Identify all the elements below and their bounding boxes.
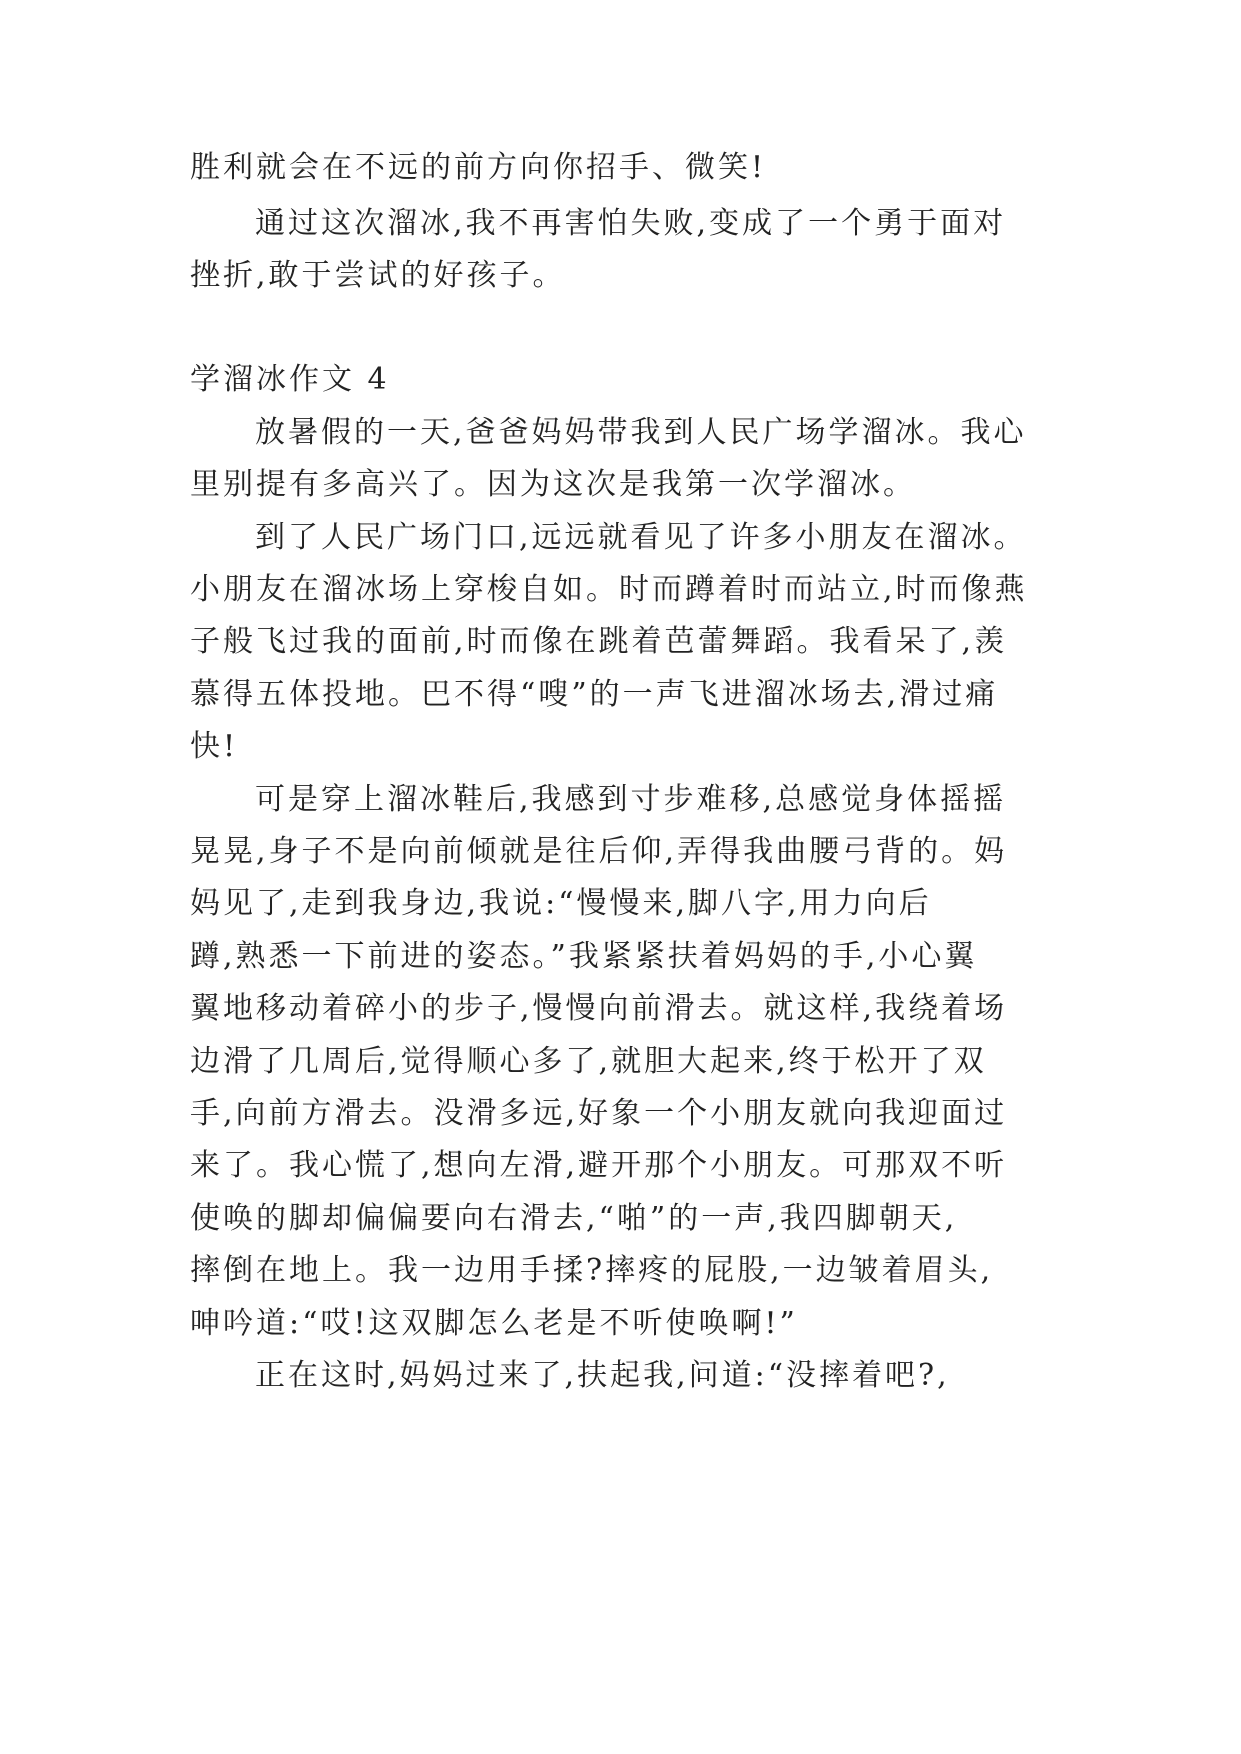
text-line: 可是穿上溜冰鞋后,我感到寸步难移,总感觉身体摇摇	[255, 782, 1007, 817]
text-line: 胜利就会在不远的前方向你招手、微笑!	[190, 150, 767, 185]
text-line: 手,向前方滑去。没滑多远,好象一个小朋友就向我迎面过	[190, 1096, 1008, 1131]
text-line: 子般飞过我的面前,时而像在跳着芭蕾舞蹈。我看呆了,羡	[190, 624, 1008, 659]
text-line: 蹲,熟悉一下前进的姿态。”我紧紧扶着妈妈的手,小心翼	[190, 939, 978, 974]
text-line: 正在这时,妈妈过来了,扶起我,问道:“没摔着吧?,	[255, 1358, 950, 1393]
text-line: 摔倒在地上。我一边用手揉?摔疼的屁股,一边皱着眉头,	[190, 1253, 994, 1288]
section-heading: 学溜冰作文 4	[190, 362, 390, 397]
text-line: 到了人民广场门口,远远就看见了许多小朋友在溜冰。	[255, 520, 1027, 555]
text-line: 晃晃,身子不是向前倾就是往后仰,弄得我曲腰弓背的。妈	[190, 834, 1008, 869]
text-line: 小朋友在溜冰场上穿梭自如。时而蹲着时而站立,时而像燕	[190, 572, 1028, 607]
text-line: 放暑假的一天,爸爸妈妈带我到人民广场学溜冰。我心	[255, 415, 1027, 450]
text-line: 里别提有多高兴了。因为这次是我第一次学溜冰。	[190, 467, 916, 502]
text-line: 快!	[190, 729, 239, 764]
text-line: 慕得五体投地。巴不得“嗖”的一声飞进溜冰场去,滑过痛	[190, 677, 999, 712]
text-line: 妈见了,走到我身边,我说:“慢慢来,脚八字,用力向后	[190, 886, 932, 921]
text-line: 挫折,敢于尝试的好孩子。	[190, 258, 566, 293]
text-line: 呻吟道:“哎!这双脚怎么老是不听使唤啊!”	[190, 1306, 798, 1341]
text-line: 使唤的脚却偏偏要向右滑去,“啪”的一声,我四脚朝天,	[190, 1201, 958, 1236]
text-line: 通过这次溜冰,我不再害怕失败,变成了一个勇于面对	[255, 206, 1007, 241]
text-line: 来了。我心慌了,想向左滑,避开那个小朋友。可那双不听	[190, 1148, 1008, 1183]
text-line: 边滑了几周后,觉得顺心多了,就胆大起来,终于松开了双	[190, 1044, 987, 1079]
text-line: 翼地移动着碎小的步子,慢慢向前滑去。就这样,我绕着场	[190, 991, 1008, 1026]
